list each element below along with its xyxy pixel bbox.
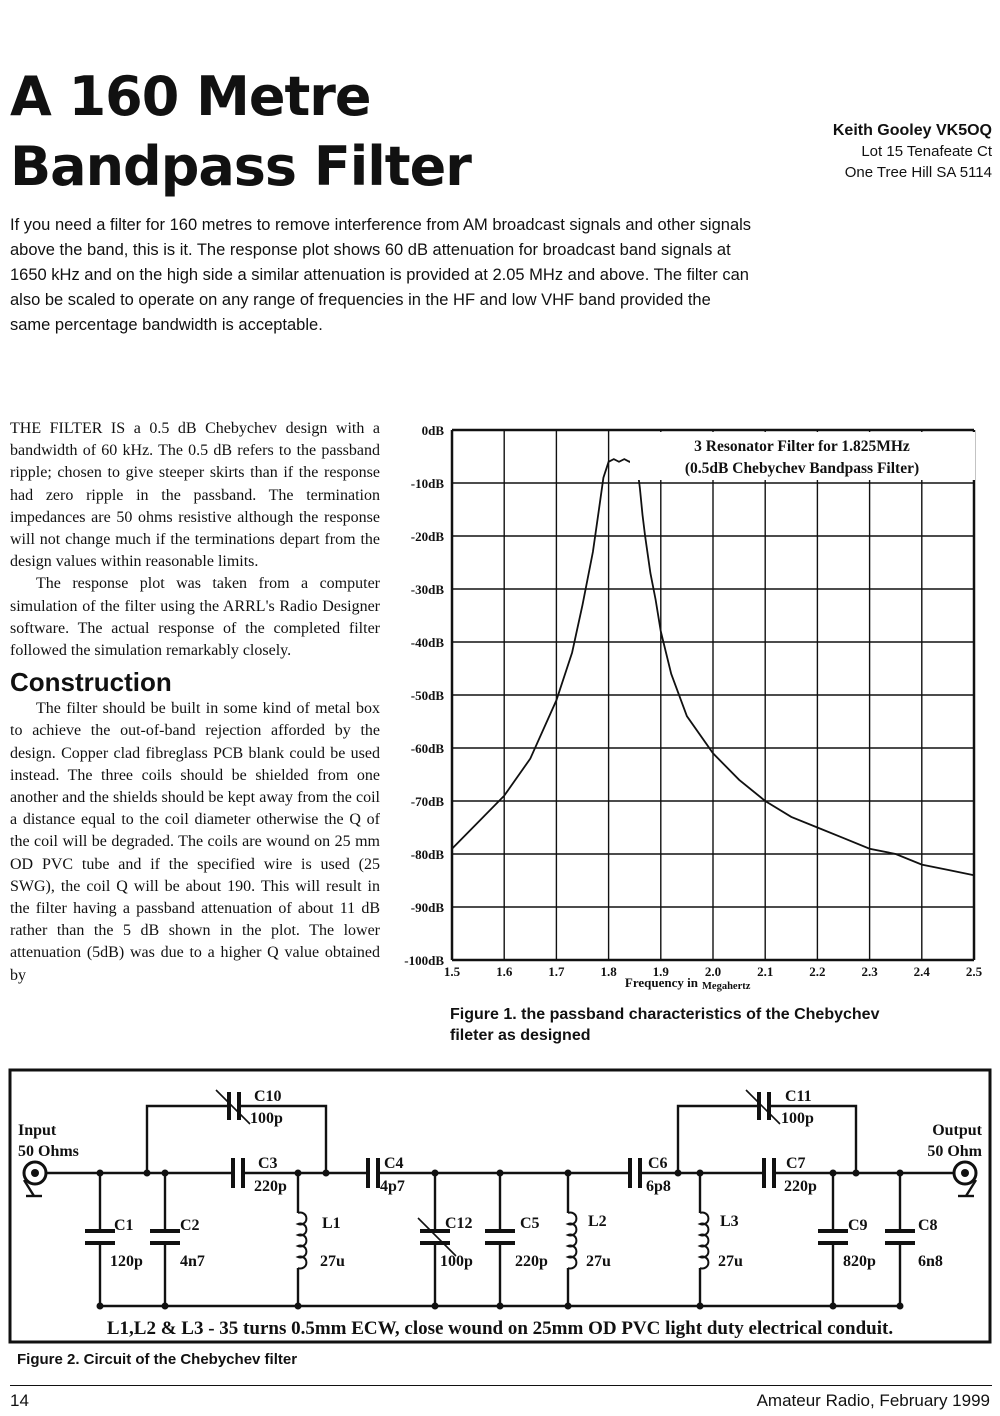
coil-winding-note: L1,L2 & L3 - 35 turns 0.5mm ECW, close wound on 25mm OD PVC light duty electrical conduit.: [106, 1318, 894, 1339]
y-tick-label: -10dB: [410, 476, 444, 491]
y-tick-label: -20dB: [410, 529, 444, 544]
c8-name: C8: [918, 1217, 938, 1234]
footer-rule: [10, 1385, 992, 1386]
c5-value: 220p: [515, 1253, 548, 1270]
title-line-2: Bandpass Filter: [10, 135, 471, 198]
l2-value: 27u: [586, 1253, 611, 1270]
y-tick-label: -60dB: [410, 741, 444, 756]
c10-name: C10: [254, 1088, 282, 1105]
x-tick-label: 2.2: [809, 964, 826, 979]
author-block: [833, 120, 992, 183]
c9-value: 820p: [843, 1253, 876, 1270]
c8-value: 6n8: [918, 1253, 943, 1270]
figure-1-caption: Figure 1. the passband characteristics of the Chebychev fileter as designed: [450, 1006, 880, 1044]
c1-name: C1: [114, 1217, 134, 1234]
c3-name: C3: [258, 1155, 278, 1172]
journal-name: Amateur Radio, February 1999: [756, 1391, 990, 1410]
c5-name: C5: [520, 1215, 540, 1232]
x-tick-label: 2.0: [704, 964, 722, 979]
y-tick-label: -50dB: [410, 688, 444, 703]
input-label: Input: [18, 1122, 57, 1139]
x-tick-label: 2.3: [861, 964, 878, 979]
section-heading: Construction: [10, 667, 172, 698]
y-tick-label: -90dB: [410, 900, 444, 915]
x-tick-label: 1.5: [443, 964, 461, 979]
body-paragraph-3: The filter should be built in some kind of metal box to achieve the out-of-band rejection afforded by the design. Copper clad fibreglass PCB blank could be used instead. The three coils should be shielded from one another and the shields should be kept away from the coil a distance equal to the coil diameter otherwise the Q of the coil will be degraded. The coils are wound on 25 mm OD PVC tube and if the specified wire is used (25 SWG), the coil Q will be about 190. This will result in the filter having a passband attenuation of about 11 dB rather than the 5 dB shown in the plot. The lower attenuation (5dB) was due to a higher Q value obtained by: [10, 700, 380, 984]
author-address-1: Lot 15 Tenafeate Ct: [861, 143, 992, 160]
c7-name: C7: [786, 1155, 806, 1172]
c11-value: 100p: [781, 1110, 814, 1127]
x-tick-label: 2.4: [913, 964, 930, 979]
x-tick-label: 1.6: [496, 964, 513, 979]
body-paragraph-1: THE FILTER IS a 0.5 dB Chebychev design with a bandwidth of 60 kHz. The 0.5 dB refers to the passband ripple; chosen to give steeper skirts than if the response had zero ripple in the passband. The termination impedances are 50 ohms resistive although the response will not change much if the terminations depart from the design values within reasonable limits.: [10, 420, 380, 571]
chart-grid: [452, 430, 974, 960]
l1-value: 27u: [320, 1253, 345, 1270]
y-tick-label: -70dB: [410, 794, 444, 809]
c11-name: C11: [785, 1088, 812, 1105]
chart-x-ticks: [444, 964, 983, 979]
x-tick-label: 2.5: [965, 964, 983, 979]
chart-subtitle: (0.5dB Chebychev Bandpass Filter): [684, 460, 920, 477]
response-chart: [380, 415, 995, 1000]
c7-value: 220p: [784, 1178, 817, 1195]
chart-title: 3 Resonator Filter for 1.825MHz: [694, 438, 910, 455]
c12-value: 100p: [440, 1253, 473, 1270]
title-line-1: A 160 Metre: [10, 65, 371, 128]
c4-name: C4: [384, 1155, 404, 1172]
output-label: Output: [932, 1122, 982, 1139]
body-column: [10, 418, 380, 987]
c9-name: C9: [848, 1217, 868, 1234]
y-tick-label: -30dB: [410, 582, 444, 597]
c10-value: 100p: [250, 1110, 283, 1127]
c4-value: 4p7: [380, 1178, 405, 1195]
output-impedance: 50 Ohm: [927, 1143, 982, 1160]
c6-value: 6p8: [646, 1178, 671, 1195]
author-name: Keith Gooley VK5OQ: [832, 122, 992, 139]
chart-x-label: Frequency in: [624, 975, 698, 990]
x-tick-label: 1.9: [652, 964, 669, 979]
body-paragraph-2: The response plot was taken from a computer simulation of the filter using the ARRL's Radio Designer software. The actual response of the completed filter followed the simulation remarkably closely.: [10, 575, 380, 660]
c6-name: C6: [648, 1155, 668, 1172]
intro-paragraph: If you need a filter for 160 metres to remove interference from AM broadcast signals and other signals above the band, this is it. The response plot shows 60 dB attenuation for broadcast band signals at 1650 kHz and on the high side a similar attenuation is provided at 2.05 MHz and above. The filter can also be scaled to operate on any range of frequencies in the HF and low VHF band provided the same percentage bandwidth is acceptable.: [10, 216, 752, 334]
c2-name: C2: [180, 1217, 200, 1234]
y-tick-label: 0dB: [421, 423, 444, 438]
circuit-diagram: [0, 1068, 1000, 1346]
l3-value: 27u: [718, 1253, 743, 1270]
input-impedance: 50 Ohms: [18, 1143, 79, 1160]
l1-name: L1: [322, 1215, 341, 1232]
l2-name: L2: [588, 1213, 607, 1230]
c3-value: 220p: [254, 1178, 287, 1195]
x-tick-label: 2.1: [757, 964, 774, 979]
c1-value: 120p: [110, 1253, 143, 1270]
c12-name: C12: [445, 1215, 473, 1232]
y-tick-label: -40dB: [410, 635, 444, 650]
y-tick-label: -80dB: [410, 847, 444, 862]
x-tick-label: 1.8: [600, 964, 617, 979]
l3-name: L3: [720, 1213, 739, 1230]
x-tick-label: 1.7: [548, 964, 565, 979]
c2-value: 4n7: [180, 1253, 205, 1270]
y-tick-label: -100dB: [404, 953, 444, 968]
chart-x-unit: Megahertz: [702, 981, 751, 992]
figure-2-caption: Figure 2. Circuit of the Chebychev filter: [17, 1351, 298, 1368]
circuit-wiring: [10, 1070, 990, 1342]
author-address-2: One Tree Hill SA 5114: [844, 164, 992, 181]
page-number: 14: [10, 1391, 29, 1410]
chart-y-ticks: [404, 423, 444, 968]
